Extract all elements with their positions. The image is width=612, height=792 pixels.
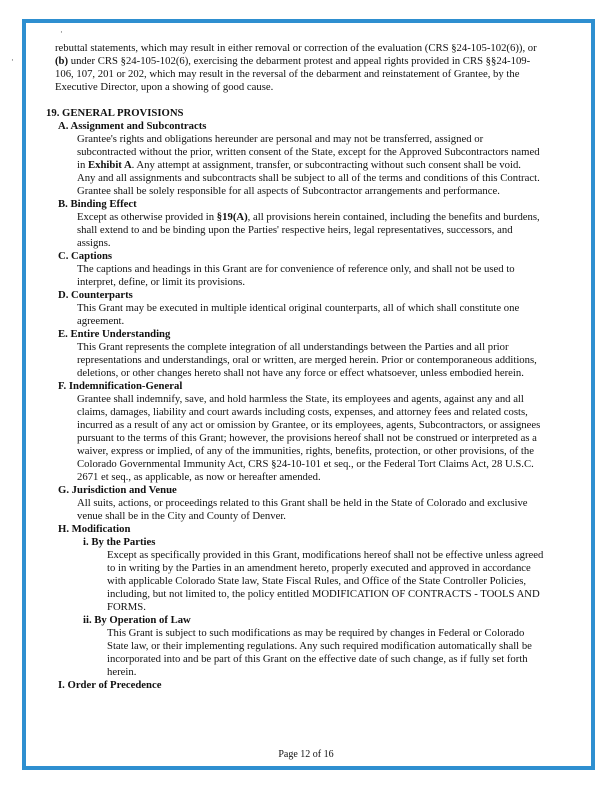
subsection-heading-i: I. Order of Precedence <box>58 679 162 691</box>
text-line: rebuttal statements, which may result in either removal or correction of the evaluation (CRS §24-105-102(6)), or <box>55 42 537 54</box>
subsection-heading-e: E. Entire Understanding <box>58 328 171 340</box>
clause-heading-h-i: i. By the Parties <box>83 536 156 548</box>
scan-mark: · <box>60 28 63 38</box>
text-line: claims, damages, liability and court awards including costs, expenses, and attorney fees and related costs, <box>77 406 528 418</box>
scan-mark: · <box>11 56 14 66</box>
text-line: This Grant may be executed in multiple identical original counterparts, all of which shall constitute one <box>77 302 520 314</box>
text-line: with applicable Colorado State law, State Fiscal Rules, and Office of the State Controller Policies, <box>107 575 527 587</box>
subsection-c-body <box>55 263 575 289</box>
text-span: under CRS §24-105-102(6), exercising the debarment protest and appeal rights provided in CRS §§24-109- <box>68 55 531 67</box>
text-line: State law, or their implementing regulations. Any such required modification automatically shall be <box>107 640 532 652</box>
clause-h-ii-body <box>55 627 575 679</box>
subsection-f-body <box>55 393 575 484</box>
text-line <box>55 55 575 68</box>
document-body <box>46 42 575 692</box>
text-span: Except as otherwise provided in <box>77 211 217 223</box>
text-line: This Grant represents the complete integration of all understandings between the Parties and all prior <box>77 341 509 353</box>
text-line: Grantee's rights and obligations hereunder are personal and may not be transferred, assigned or <box>77 133 484 145</box>
text-line: Executive Director, upon a showing of good cause. <box>55 81 274 93</box>
text-line: The captions and headings in this Grant are for convenience of reference only, and shall not be used to <box>77 263 515 275</box>
text-line: interpret, define, or limit its provisions. <box>77 276 246 288</box>
text-line: agreement. <box>77 315 125 327</box>
text-line <box>77 159 575 172</box>
text-line: including, but not limited to, the policy entitled MODIFICATION OF CONTRACTS - TOOLS AND <box>107 588 540 600</box>
bold-text: Exhibit A <box>88 159 132 171</box>
page-number: Page 12 of 16 <box>278 749 334 760</box>
text-line: venue shall be in the City and County of Denver. <box>77 510 286 522</box>
subsection-heading-g: G. Jurisdiction and Venue <box>58 484 177 496</box>
subsection-d-body <box>55 302 575 328</box>
text-line: Except as specifically provided in this Grant, modifications hereof shall not be effective unless agreed <box>107 549 544 561</box>
subsection-b-body <box>55 211 575 250</box>
text-line: Grantee shall be solely responsible for all aspects of Subcontractor arrangements and performance. <box>77 185 500 197</box>
subsection-heading-a: A. Assignment and Subcontracts <box>58 120 207 132</box>
subsection-heading-f: F. Indemnification-General <box>58 380 183 392</box>
text-line: This Grant is subject to such modifications as may be required by changes in Federal or Colorado <box>107 627 525 639</box>
text-line: Any and all assignments and subcontracts shall be subject to all of the terms and conditions of this Contract. <box>77 172 540 184</box>
text-line: All suits, actions, or proceedings related to this Grant shall be held in the State of Colorado and exclusive <box>77 497 528 509</box>
text-line: shall extend to and be binding upon the Parties' respective heirs, legal representatives, successors, and <box>77 224 513 236</box>
clause-heading-h-ii: ii. By Operation of Law <box>83 614 191 626</box>
text-line: herein. <box>107 666 137 678</box>
text-span: . Any attempt at assignment, transfer, or subcontracting without such consent shall be void. <box>131 159 521 171</box>
text-line: to in writing by the Parties in an amendment hereto, properly executed and approved in accordance <box>107 562 531 574</box>
section-title: 19. GENERAL PROVISIONS <box>46 107 184 119</box>
text-line: Colorado Governmental Immunity Act, CRS §24-10-101 et seq., or the Federal Tort Claims Act, 28 U.S.C. <box>77 458 534 470</box>
subsection-heading-h: H. Modification <box>58 523 131 535</box>
text-line: FORMS. <box>107 601 146 613</box>
clause-h-i-body <box>55 549 575 614</box>
subsection-heading-d: D. Counterparts <box>58 289 133 301</box>
text-line: 2671 et seq., as applicable, as now or hereafter amended. <box>77 471 321 483</box>
text-span: , all provisions herein contained, including the benefits and burdens, <box>247 211 540 223</box>
text-line: assigns. <box>77 237 111 249</box>
subsection-a-body <box>55 133 575 198</box>
text-line: incurred as a result of any act or omission by Grantee, or its employees, agents, Subcontractors, or assignees <box>77 419 541 431</box>
intro-paragraph <box>55 42 575 94</box>
text-line: Grantee shall indemnify, save, and hold harmless the State, its employees and agents, against any and all <box>77 393 524 405</box>
text-line: incorporated into and be part of this Grant on the effective date of such change, as if fully set forth <box>107 653 528 665</box>
bold-text: §19(A) <box>216 211 248 223</box>
subsection-g-body <box>55 497 575 523</box>
text-span: in <box>77 159 88 171</box>
text-line: subcontracted without the prior, written consent of the State, except for the Approved Subcontractors named <box>77 146 540 158</box>
text-line: pursuant to the terms of this Grant; however, the provisions hereof shall not be construed or interpreted as a <box>77 432 537 444</box>
text-line: representations and understandings, oral or written, are merged herein. Prior or contemporaneous additions, <box>77 354 537 366</box>
subsection-heading-c: C. Captions <box>58 250 113 262</box>
text-line: deletions, or other changes hereto shall not have any force or effect whatsoever, unless embodied herein. <box>77 367 524 379</box>
text-line: waiver, express or implied, of any of the immunities, rights, benefits, protection, or other provisions, of the <box>77 445 534 457</box>
subsection-e-body <box>55 341 575 380</box>
subsection-heading-b: B. Binding Effect <box>58 198 137 210</box>
bold-text: (b) <box>55 55 69 67</box>
text-line <box>77 211 575 224</box>
text-line: 106, 107, 201 or 202, which may result in the reversal of the debarment and reinstatement of Grantee, by the <box>55 68 520 80</box>
